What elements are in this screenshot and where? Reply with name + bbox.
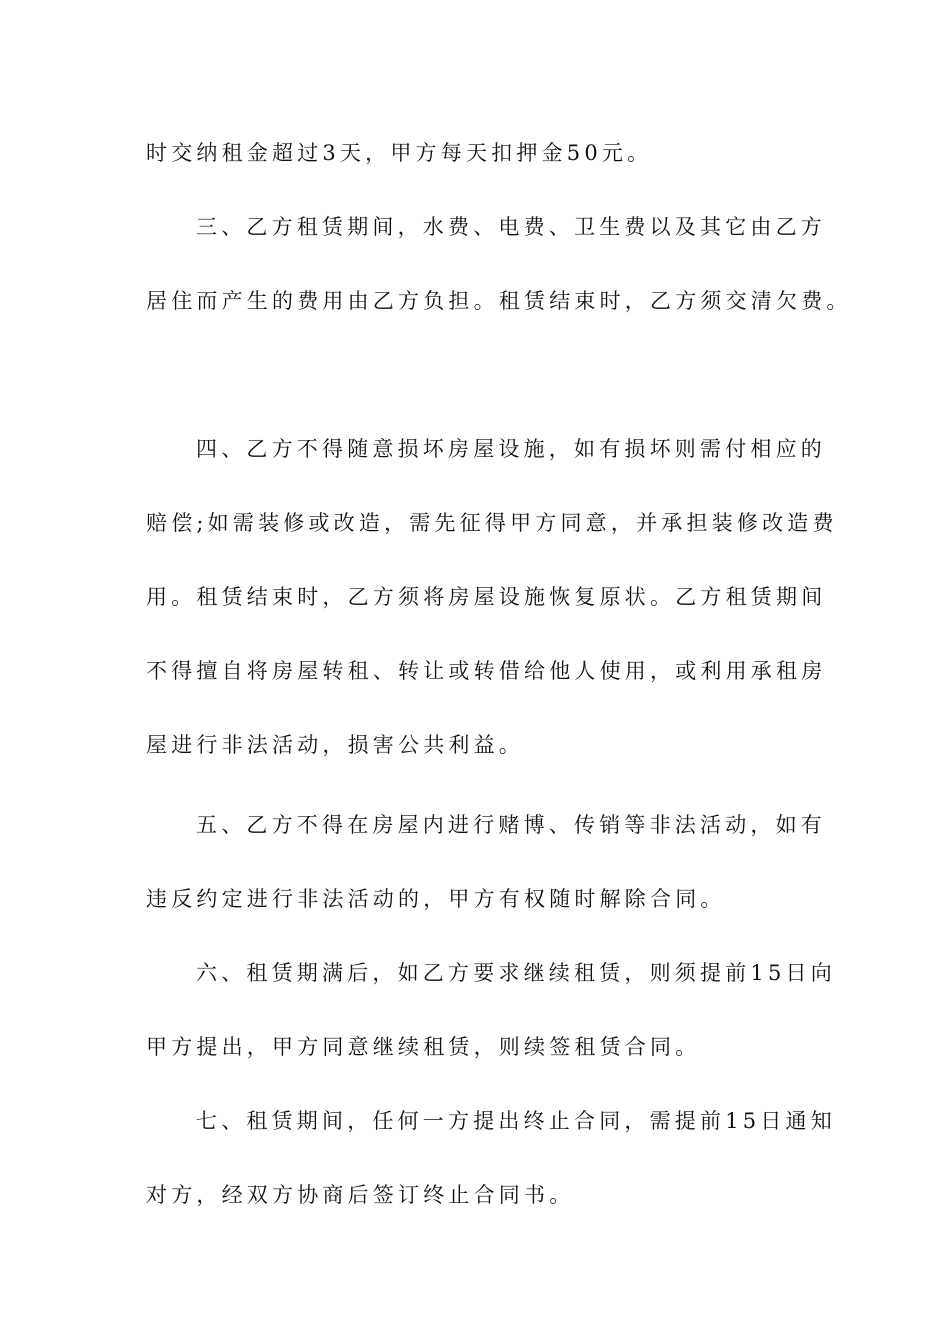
paragraph-5-line-1: 五、乙方不得在房屋内进行赌博、传销等非法活动，如有 — [196, 813, 826, 837]
text-line: 违反约定进行非法活动的，甲方有权随时解除合同。 — [146, 887, 726, 911]
text-line: 用。租赁结束时，乙方须将房屋设施恢复原状。乙方租赁期间 — [146, 585, 827, 609]
text-line: 甲方提出，甲方同意继续租赁，则续签租赁合同。 — [146, 1035, 701, 1059]
text-line: 赔偿;如需装修或改造，需先征得甲方同意，并承担装修改造费 — [146, 511, 838, 535]
text-line: 不得擅自将房屋转租、转让或转借给他人使用，或利用承租房 — [146, 659, 827, 683]
paragraph-3-line-1: 三、乙方租赁期间，水费、电费、卫生费以及其它由乙方 — [196, 215, 826, 239]
paragraph-7-line-1: 七、租赁期间，任何一方提出终止合同，需提前15日通知 — [196, 1109, 836, 1133]
text-line: 居住而产生的费用由乙方负担。租赁结束时，乙方须交清欠费。 — [146, 289, 852, 313]
text-line: 时交纳租金超过3天，甲方每天扣押金50元。 — [146, 141, 653, 165]
paragraph-6-line-1: 六、租赁期满后，如乙方要求继续租赁，则须提前15日向 — [196, 961, 836, 985]
text-line: 屋进行非法活动，损害公共利益。 — [146, 733, 524, 757]
paragraph-4-line-1: 四、乙方不得随意损坏房屋设施，如有损坏则需付相应的 — [196, 437, 826, 461]
text-line: 对方，经双方协商后签订终止合同书。 — [146, 1183, 575, 1207]
